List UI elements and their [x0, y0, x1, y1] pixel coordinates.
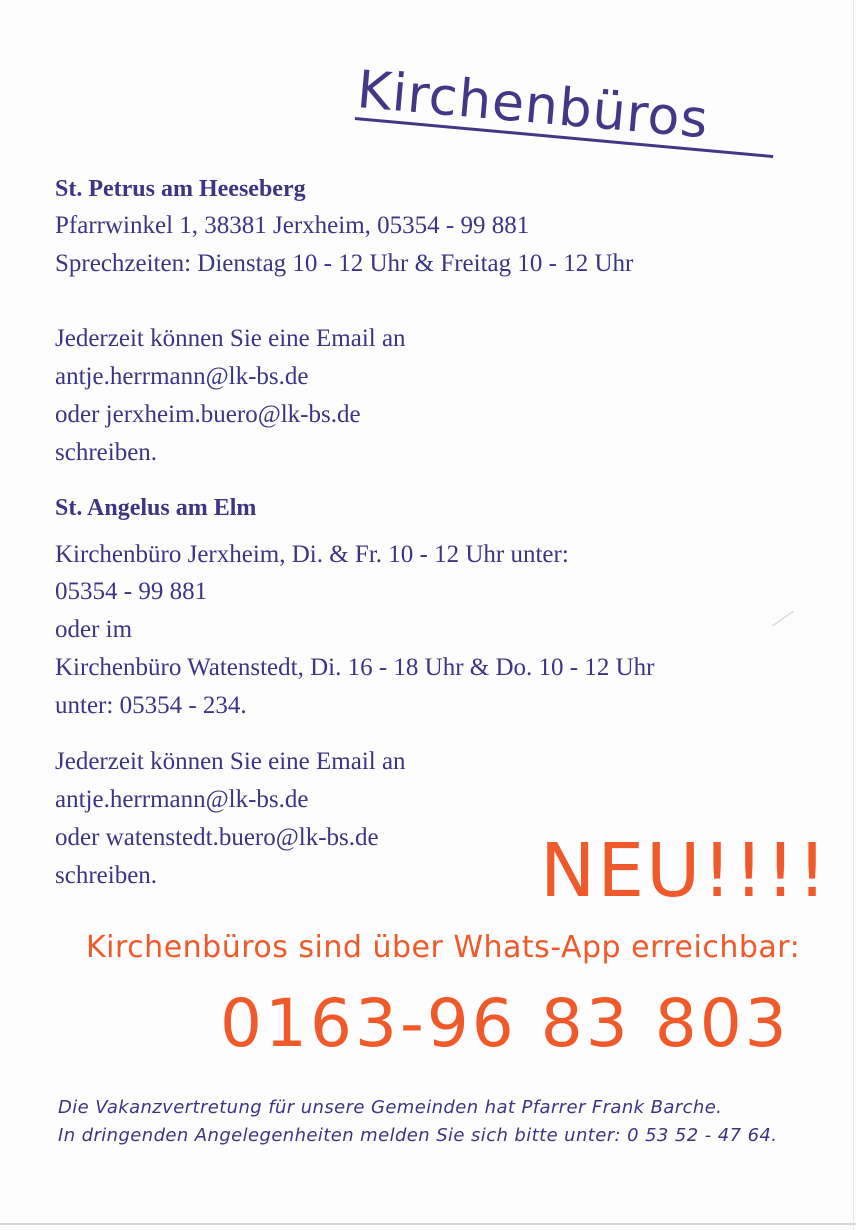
petrus-email-1[interactable]: antje.herrmann@lk-bs.de: [55, 363, 309, 390]
petrus-email-2[interactable]: oder jerxheim.buero@lk-bs.de: [55, 401, 361, 428]
petrus-address: Pfarrwinkel 1, 38381 Jerxheim, 05354 - 99 881: [55, 212, 530, 239]
angelus-email-2[interactable]: oder watenstedt.buero@lk-bs.de: [55, 824, 379, 851]
petrus-heading: St. Petrus am Heeseberg: [55, 176, 306, 202]
angelus-line-4: Kirchenbüro Watenstedt, Di. 16 - 18 Uhr & Do. 10 - 12 Uhr: [55, 654, 655, 681]
new-label: NEU!!!!: [540, 828, 829, 914]
whatsapp-text: Kirchenbüros sind über Whats-App erreichbar:: [86, 930, 801, 965]
footer-line-1: Die Vakanzvertretung für unsere Gemeinden hat Pfarrer Frank Barche.: [58, 1097, 723, 1118]
angelus-line-1: Kirchenbüro Jerxheim, Di. & Fr. 10 - 12 Uhr unter:: [55, 541, 569, 568]
angelus-email-outro: schreiben.: [55, 862, 158, 889]
footer-line-2: In dringenden Angelegenheiten melden Sie sich bitte unter: 0 53 52 - 47 64.: [58, 1125, 778, 1146]
angelus-line-5: unter: 05354 - 234.: [55, 692, 247, 719]
angelus-line-3: oder im: [55, 616, 133, 643]
angelus-heading: St. Angelus am Elm: [55, 495, 257, 521]
page-bottom-edge: [0, 1223, 856, 1225]
whatsapp-phone[interactable]: 0163-96 83 803: [220, 985, 790, 1062]
angelus-line-2: 05354 - 99 881: [55, 578, 208, 605]
angelus-email-1[interactable]: antje.herrmann@lk-bs.de: [55, 786, 309, 813]
petrus-email-intro: Jederzeit können Sie eine Email an: [55, 325, 406, 352]
scan-mark: [772, 611, 794, 627]
petrus-email-outro: schreiben.: [55, 439, 158, 466]
page-title: Kirchenbüros: [354, 60, 712, 151]
page-right-edge: [853, 0, 854, 1230]
petrus-hours: Sprechzeiten: Dienstag 10 - 12 Uhr & Freitag 10 - 12 Uhr: [55, 250, 634, 277]
angelus-email-intro: Jederzeit können Sie eine Email an: [55, 748, 406, 775]
